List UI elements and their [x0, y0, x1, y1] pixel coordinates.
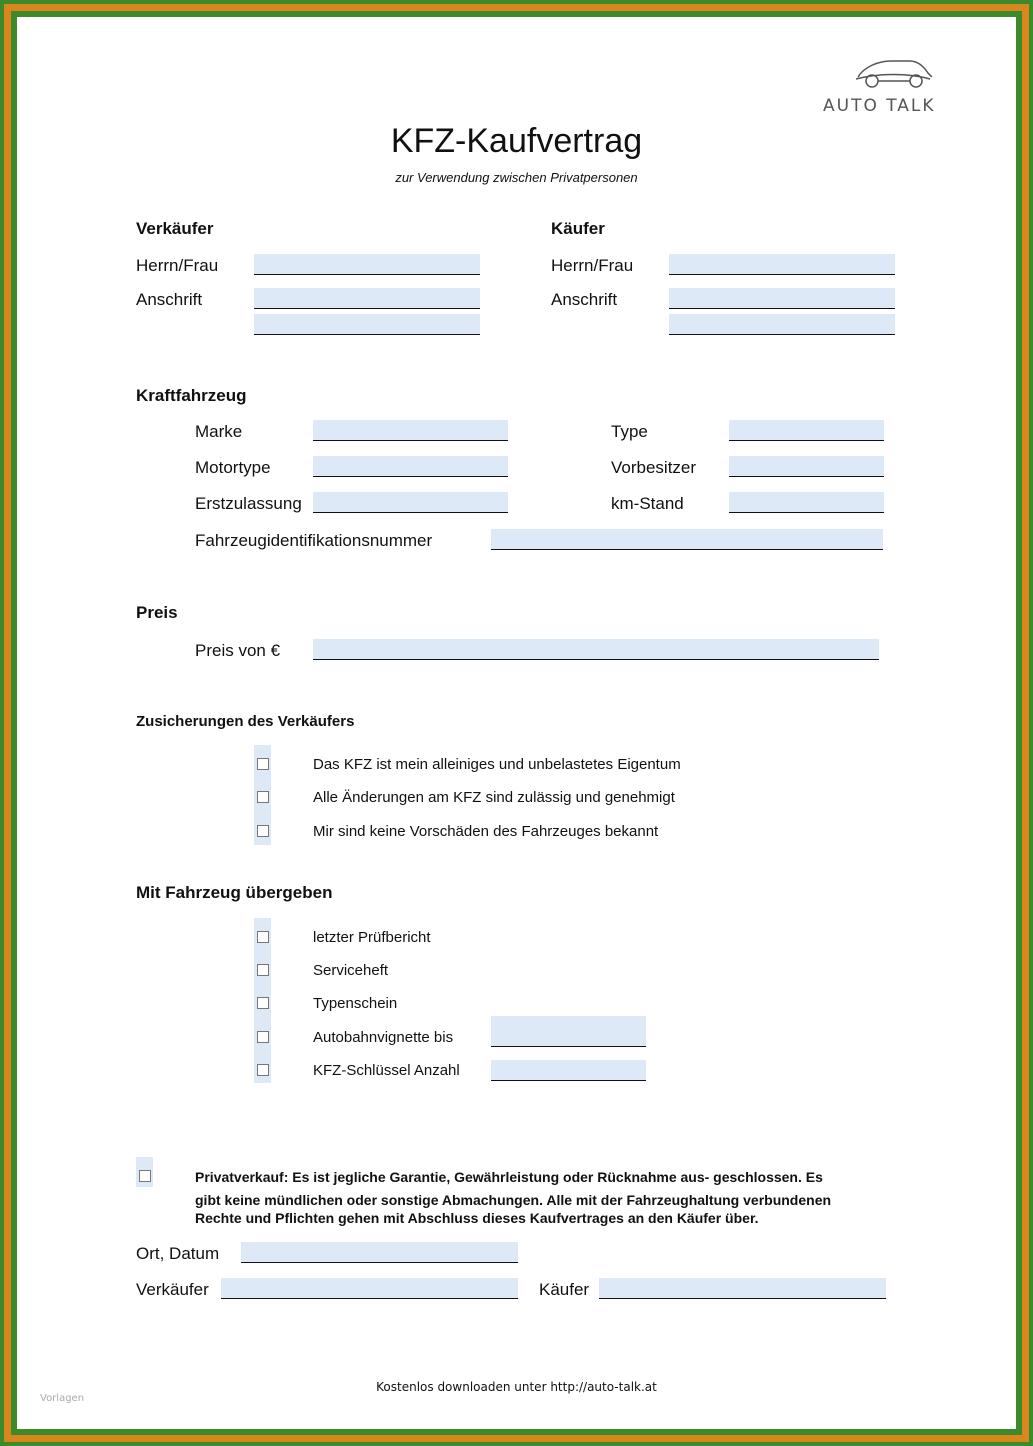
assurance-checkbox-3[interactable] [257, 825, 269, 837]
page-subtitle: zur Verwendung zwischen Privatpersonen [395, 170, 638, 185]
handover-heading: Mit Fahrzeug übergeben [136, 883, 333, 902]
assurance-item-1: Das KFZ ist mein alleiniges und unbelastetes Eigentum [313, 756, 681, 773]
handover-item-1: letzter Prüfbericht [313, 929, 431, 946]
brand-field[interactable] [313, 420, 508, 441]
assurance-item-2: Alle Änderungen am KFZ sind zulässig und genehmigt [313, 789, 675, 806]
brand-label: Marke [195, 422, 243, 441]
engine-type-field[interactable] [313, 456, 508, 477]
handover-checkbox-3[interactable] [257, 997, 269, 1009]
private-sale-line-1: Privatverkauf: Es ist jegliche Garantie, Gewährleistung oder Rücknahme aus- geschlossen. Es [195, 1169, 823, 1185]
key-count-field[interactable] [491, 1060, 646, 1081]
seller-signature-field[interactable] [221, 1278, 518, 1299]
seller-address-label: Anschrift [136, 290, 203, 309]
handover-item-3: Typenschein [313, 995, 398, 1012]
vignette-field[interactable] [491, 1016, 646, 1047]
footer-download-note: Kostenlos downloaden unter http://auto-talk.at [376, 1380, 657, 1394]
seller-address-field-2[interactable] [254, 314, 480, 335]
place-date-label: Ort, Datum [136, 1244, 220, 1263]
buyer-address-field-2[interactable] [669, 314, 895, 335]
assurance-item-3: Mir sind keine Vorschäden des Fahrzeuges bekannt [313, 823, 659, 840]
type-label: Type [611, 422, 648, 441]
mileage-field[interactable] [729, 492, 884, 513]
price-field[interactable] [313, 639, 879, 660]
vin-label: Fahrzeugidentifikationsnummer [195, 531, 433, 550]
price-heading: Preis [136, 603, 178, 622]
assurances-heading: Zusicherungen des Verkäufers [136, 713, 355, 730]
buyer-address-field-1[interactable] [669, 288, 895, 309]
page-title: KFZ-Kaufvertrag [390, 122, 643, 160]
handover-checkbox-4[interactable] [257, 1031, 269, 1043]
handover-item-4: Autobahnvignette bis [313, 1029, 454, 1046]
vin-field[interactable] [491, 529, 883, 550]
logo-text: AUTO TALK [823, 96, 936, 116]
mileage-label: km-Stand [611, 494, 684, 513]
private-sale-line-3: Rechte und Pflichten gehen mit Abschluss dieses Kaufvertrages an den Käufer über. [195, 1210, 759, 1226]
private-sale-checkbox[interactable] [139, 1170, 151, 1182]
buyer-address-label: Anschrift [551, 290, 618, 309]
engine-type-label: Motortype [195, 458, 271, 477]
buyer-heading: Käufer [551, 219, 605, 238]
first-registration-label: Erstzulassung [195, 494, 302, 513]
handover-item-5: KFZ-Schlüssel Anzahl [313, 1062, 460, 1079]
type-field[interactable] [729, 420, 884, 441]
first-registration-field[interactable] [313, 492, 508, 513]
watermark: Vorlagen [40, 1393, 85, 1404]
assurance-checkbox-2[interactable] [257, 791, 269, 803]
handover-checkbox-2[interactable] [257, 964, 269, 976]
private-sale-line-2: gibt keine mündlichen oder sonstige Abmachungen. Alle mit der Fahrzeughaltung verbundenen [195, 1192, 832, 1208]
assurance-checkbox-1[interactable] [257, 758, 269, 770]
handover-checkbox-1[interactable] [257, 931, 269, 943]
buyer-signature-field[interactable] [599, 1278, 886, 1299]
seller-heading: Verkäufer [136, 219, 214, 238]
place-date-field[interactable] [241, 1242, 518, 1263]
vehicle-heading: Kraftfahrzeug [136, 386, 247, 405]
seller-address-field-1[interactable] [254, 288, 480, 309]
price-label: Preis von € [195, 641, 281, 660]
buyer-name-field[interactable] [669, 254, 895, 275]
buyer-signature-label: Käufer [539, 1280, 590, 1299]
buyer-name-label: Herrn/Frau [551, 256, 634, 275]
seller-name-label: Herrn/Frau [136, 256, 219, 275]
seller-name-field[interactable] [254, 254, 480, 275]
seller-signature-label: Verkäufer [136, 1280, 209, 1299]
handover-checkbox-5[interactable] [257, 1064, 269, 1076]
previous-owners-label: Vorbesitzer [611, 458, 697, 477]
handover-item-2: Serviceheft [313, 962, 389, 979]
previous-owners-field[interactable] [729, 456, 884, 477]
